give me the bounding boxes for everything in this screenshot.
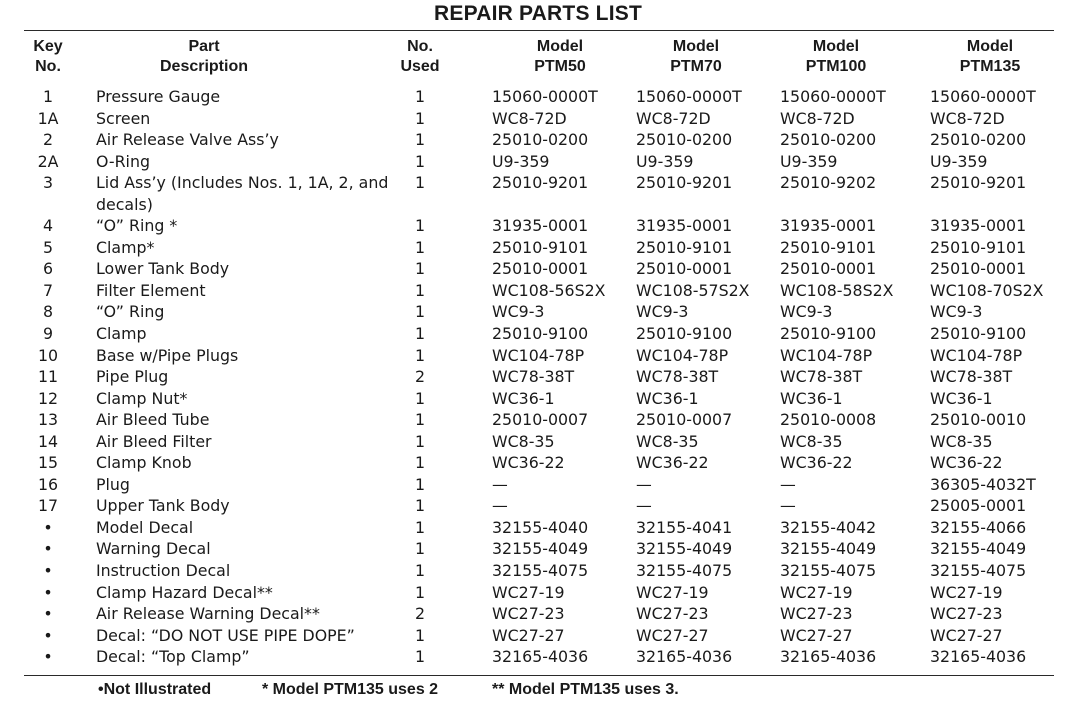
key-number: 17	[37, 496, 59, 516]
table-row	[0, 538, 1076, 560]
quantity-used: 1	[414, 582, 426, 602]
part-number: 31935-0001	[636, 216, 733, 236]
quantity-used: 1	[414, 517, 426, 537]
part-number: WC108-56S2X	[492, 280, 606, 300]
header-used-line1: No.	[407, 38, 433, 55]
part-number: WC104-78P	[780, 345, 873, 365]
part-number: WC36-1	[636, 388, 699, 408]
key-number: 1A	[37, 108, 59, 128]
header-model-label: Model	[966, 38, 1014, 55]
quantity-used: 2	[414, 367, 426, 387]
part-number: WC9-3	[930, 302, 983, 322]
quantity-used: 2	[414, 604, 426, 624]
table-row	[0, 86, 1076, 108]
quantity-used: 1	[414, 539, 426, 559]
part-number: WC36-1	[492, 388, 555, 408]
part-number: 25010-9100	[780, 324, 877, 344]
table-row	[0, 495, 1076, 517]
header-model-name: PTM70	[670, 58, 722, 75]
table-row	[0, 452, 1076, 474]
key-number: 5	[42, 237, 54, 257]
part-description: Filter Element	[96, 280, 206, 300]
key-number: •	[43, 647, 53, 667]
part-description: Decal: “Top Clamp”	[96, 647, 250, 667]
part-description: Instruction Decal	[96, 561, 231, 581]
table-row	[0, 388, 1076, 410]
header-model-ptm70	[646, 37, 746, 77]
header-desc-line1: Part	[188, 38, 220, 55]
part-number: WC78-38T	[780, 367, 863, 387]
parts-table-body	[0, 86, 1076, 668]
part-number: 32155-4040	[492, 517, 589, 537]
key-number: 15	[37, 453, 59, 473]
part-number: 25010-0200	[780, 130, 877, 150]
key-number: 2	[42, 130, 54, 150]
part-number: WC36-22	[930, 453, 1003, 473]
part-number: 32155-4075	[930, 561, 1027, 581]
header-no-used	[384, 37, 456, 77]
part-number: 25010-0001	[930, 259, 1027, 279]
footer-rule	[24, 675, 1054, 676]
quantity-used: 1	[414, 87, 426, 106]
part-number: 32155-4049	[930, 539, 1027, 559]
part-description: Model Decal	[96, 517, 194, 537]
part-number: 32165-4036	[780, 647, 877, 667]
quantity-used: 1	[414, 302, 426, 322]
quantity-used: 1	[414, 108, 426, 128]
part-number: 32155-4049	[636, 539, 733, 559]
footer-clamp-note: * Model PTM135 uses 2	[262, 681, 439, 698]
part-description: Air Bleed Tube	[96, 410, 210, 430]
part-number: 32165-4036	[492, 647, 589, 667]
part-number: —	[492, 496, 508, 516]
part-number: 25010-9101	[636, 237, 733, 257]
part-description: “O” Ring	[96, 302, 165, 322]
key-number: 8	[42, 302, 54, 322]
part-description: Lower Tank Body	[96, 259, 230, 279]
quantity-used: 1	[414, 496, 426, 516]
header-top-rule	[24, 30, 1054, 31]
key-number: •	[43, 625, 53, 645]
part-number: WC27-27	[930, 625, 1003, 645]
header-model-label: Model	[812, 38, 860, 55]
table-row	[0, 129, 1076, 151]
header-used-line2: Used	[400, 58, 440, 75]
header-key-line1: Key	[33, 38, 63, 55]
part-number: WC27-23	[492, 604, 565, 624]
key-number: 2A	[37, 151, 59, 171]
quantity-used: 1	[414, 280, 426, 300]
table-row	[0, 409, 1076, 431]
table-row	[0, 280, 1076, 302]
part-number: WC8-72D	[930, 108, 1005, 128]
part-number: 25010-9202	[780, 173, 877, 193]
quantity-used: 1	[414, 259, 426, 279]
header-model-label: Model	[536, 38, 584, 55]
key-number: 10	[37, 345, 59, 365]
table-row	[0, 151, 1076, 173]
part-description: “O” Ring *	[96, 216, 178, 236]
key-number: •	[43, 539, 53, 559]
quantity-used: 1	[414, 237, 426, 257]
table-row	[0, 431, 1076, 453]
part-number: 25010-0001	[492, 259, 589, 279]
header-key-no	[22, 37, 74, 77]
key-number: 6	[42, 259, 54, 279]
page-title: REPAIR PARTS LIST	[434, 2, 642, 25]
part-number: —	[780, 496, 796, 516]
part-number: 32155-4075	[492, 561, 589, 581]
quantity-used: 1	[414, 388, 426, 408]
key-number: 16	[37, 474, 59, 494]
part-number: WC27-19	[636, 582, 709, 602]
key-number: 3	[42, 173, 54, 193]
part-number: WC8-72D	[492, 108, 567, 128]
part-number: WC27-23	[930, 604, 1003, 624]
part-number: 25010-9100	[930, 324, 1027, 344]
part-description: Pipe Plug	[96, 367, 169, 387]
table-row	[0, 646, 1076, 668]
part-description: Upper Tank Body	[96, 496, 230, 516]
part-number: WC9-3	[636, 302, 689, 322]
part-number: 31935-0001	[492, 216, 589, 236]
part-number: 25010-0010	[930, 410, 1027, 430]
table-row	[0, 625, 1076, 647]
table-row	[0, 345, 1076, 367]
table-row	[0, 215, 1076, 237]
part-number: 31935-0001	[930, 216, 1027, 236]
footer-decal-note: ** Model PTM135 uses 3.	[492, 681, 679, 698]
quantity-used: 1	[414, 625, 426, 645]
part-number: WC104-78P	[492, 345, 585, 365]
quantity-used: 1	[414, 345, 426, 365]
part-number: WC8-35	[636, 431, 699, 451]
part-number: 25010-9100	[636, 324, 733, 344]
part-number: 25010-9201	[636, 173, 733, 193]
header-part-description	[134, 37, 274, 77]
part-description: Screen	[96, 108, 151, 128]
part-description: Air Bleed Filter	[96, 431, 212, 451]
quantity-used: 1	[414, 647, 426, 667]
part-number: 32155-4041	[636, 517, 733, 537]
table-row	[0, 366, 1076, 388]
header-model-name: PTM135	[959, 58, 1021, 75]
key-number: 9	[42, 324, 54, 344]
part-description: Air Release Valve Ass’y	[96, 130, 279, 150]
key-number: 11	[37, 367, 59, 387]
part-number: WC8-35	[780, 431, 843, 451]
part-number: 25010-0200	[492, 130, 589, 150]
part-number: 25010-0008	[780, 410, 877, 430]
table-row	[0, 172, 1076, 215]
part-number: 25010-9101	[930, 237, 1027, 257]
table-row	[0, 474, 1076, 496]
part-description: Base w/Pipe Plugs	[96, 345, 239, 365]
part-description: Warning Decal	[96, 539, 211, 559]
part-number: 32165-4036	[930, 647, 1027, 667]
key-number: •	[43, 582, 53, 602]
part-number: WC8-72D	[636, 108, 711, 128]
part-number: 32155-4049	[492, 539, 589, 559]
quantity-used: 1	[414, 216, 426, 236]
part-number: U9-359	[492, 151, 550, 171]
part-number: 25010-9201	[930, 173, 1027, 193]
part-number: —	[636, 496, 652, 516]
quantity-used: 1	[414, 130, 426, 150]
table-row	[0, 108, 1076, 130]
part-number: WC108-58S2X	[780, 280, 894, 300]
header-model-ptm100	[786, 37, 886, 77]
part-number: 25010-0001	[780, 259, 877, 279]
header-model-ptm50	[510, 37, 610, 77]
part-number: WC27-19	[930, 582, 1003, 602]
part-number: U9-359	[930, 151, 988, 171]
part-number: U9-359	[636, 151, 694, 171]
part-number: 25005-0001	[930, 496, 1027, 516]
footer-not-illustrated-note: •Not Illustrated	[98, 681, 212, 698]
quantity-used: 1	[414, 453, 426, 473]
part-number: —	[636, 474, 652, 494]
part-number: WC9-3	[492, 302, 545, 322]
part-description: Pressure Gauge	[96, 87, 221, 106]
part-number: WC36-22	[636, 453, 709, 473]
part-number: U9-359	[780, 151, 838, 171]
table-row	[0, 560, 1076, 582]
part-number: WC8-35	[492, 431, 555, 451]
part-number: 15060-0000T	[636, 87, 742, 106]
part-number: 25010-0007	[492, 410, 589, 430]
table-row	[0, 323, 1076, 345]
part-number: WC108-57S2X	[636, 280, 750, 300]
key-number: 1	[42, 87, 54, 106]
quantity-used: 1	[414, 474, 426, 494]
header-model-ptm135	[940, 37, 1040, 77]
key-number: 13	[37, 410, 59, 430]
part-number: —	[492, 474, 508, 494]
part-number: WC8-35	[930, 431, 993, 451]
part-number: WC78-38T	[636, 367, 719, 387]
part-description: Clamp Knob	[96, 453, 192, 473]
table-row	[0, 258, 1076, 280]
part-number: WC104-78P	[930, 345, 1023, 365]
part-description: Clamp Hazard Decal**	[96, 582, 273, 602]
key-number: 4	[42, 216, 54, 236]
part-number: 15060-0000T	[930, 87, 1036, 106]
part-number: 25010-0200	[930, 130, 1027, 150]
quantity-used: 1	[414, 173, 426, 193]
header-key-line2: No.	[35, 58, 61, 75]
part-description: Lid Ass’y (Includes Nos. 1, 1A, 2, and decals)	[96, 173, 389, 214]
table-row	[0, 582, 1076, 604]
table-row	[0, 603, 1076, 625]
part-number: 25010-9100	[492, 324, 589, 344]
part-number: WC36-1	[930, 388, 993, 408]
part-number: 32155-4049	[780, 539, 877, 559]
part-description: Clamp*	[96, 237, 155, 257]
header-model-label: Model	[672, 38, 720, 55]
part-number: 25010-0007	[636, 410, 733, 430]
part-number: WC108-70S2X	[930, 280, 1044, 300]
quantity-used: 1	[414, 151, 426, 171]
part-description: Plug	[96, 474, 130, 494]
part-number: 25010-0200	[636, 130, 733, 150]
table-row	[0, 301, 1076, 323]
part-number: WC27-27	[636, 625, 709, 645]
table-row	[0, 237, 1076, 259]
part-number: WC78-38T	[492, 367, 575, 387]
part-number: 32155-4066	[930, 517, 1027, 537]
part-number: WC27-19	[780, 582, 853, 602]
header-desc-line2: Description	[159, 58, 248, 75]
key-number: •	[43, 517, 53, 537]
part-number: WC27-27	[780, 625, 853, 645]
part-number: —	[780, 474, 796, 494]
part-number: 25010-0001	[636, 259, 733, 279]
part-number: WC78-38T	[930, 367, 1013, 387]
part-number: WC36-22	[492, 453, 565, 473]
quantity-used: 1	[414, 324, 426, 344]
part-number: WC8-72D	[780, 108, 855, 128]
part-description: Clamp	[96, 324, 147, 344]
header-model-name: PTM50	[534, 58, 586, 75]
part-number: 36305-4032T	[930, 474, 1036, 494]
part-number: WC27-19	[492, 582, 565, 602]
part-number: 32155-4075	[636, 561, 733, 581]
header-model-name: PTM100	[805, 58, 867, 75]
quantity-used: 1	[414, 561, 426, 581]
part-number: WC36-22	[780, 453, 853, 473]
part-description: O-Ring	[96, 151, 150, 171]
part-number: WC104-78P	[636, 345, 729, 365]
key-number: 14	[37, 431, 59, 451]
key-number: 12	[37, 388, 59, 408]
table-row	[0, 517, 1076, 539]
quantity-used: 1	[414, 410, 426, 430]
part-number: WC27-23	[636, 604, 709, 624]
key-number: •	[43, 561, 53, 581]
part-number: WC27-27	[492, 625, 565, 645]
part-number: 32155-4042	[780, 517, 877, 537]
part-description: Air Release Warning Decal**	[96, 604, 320, 624]
part-number: 25010-9101	[492, 237, 589, 257]
part-number: 32155-4075	[780, 561, 877, 581]
part-number: WC9-3	[780, 302, 833, 322]
part-number: 15060-0000T	[492, 87, 598, 106]
part-description: Decal: “DO NOT USE PIPE DOPE”	[96, 625, 355, 645]
part-description: Clamp Nut*	[96, 388, 188, 408]
part-number: WC27-23	[780, 604, 853, 624]
part-number: WC36-1	[780, 388, 843, 408]
part-number: 32165-4036	[636, 647, 733, 667]
key-number: •	[43, 604, 53, 624]
key-number: 7	[42, 280, 54, 300]
part-number: 25010-9201	[492, 173, 589, 193]
quantity-used: 1	[414, 431, 426, 451]
part-number: 31935-0001	[780, 216, 877, 236]
part-number: 25010-9101	[780, 237, 877, 257]
part-number: 15060-0000T	[780, 87, 886, 106]
